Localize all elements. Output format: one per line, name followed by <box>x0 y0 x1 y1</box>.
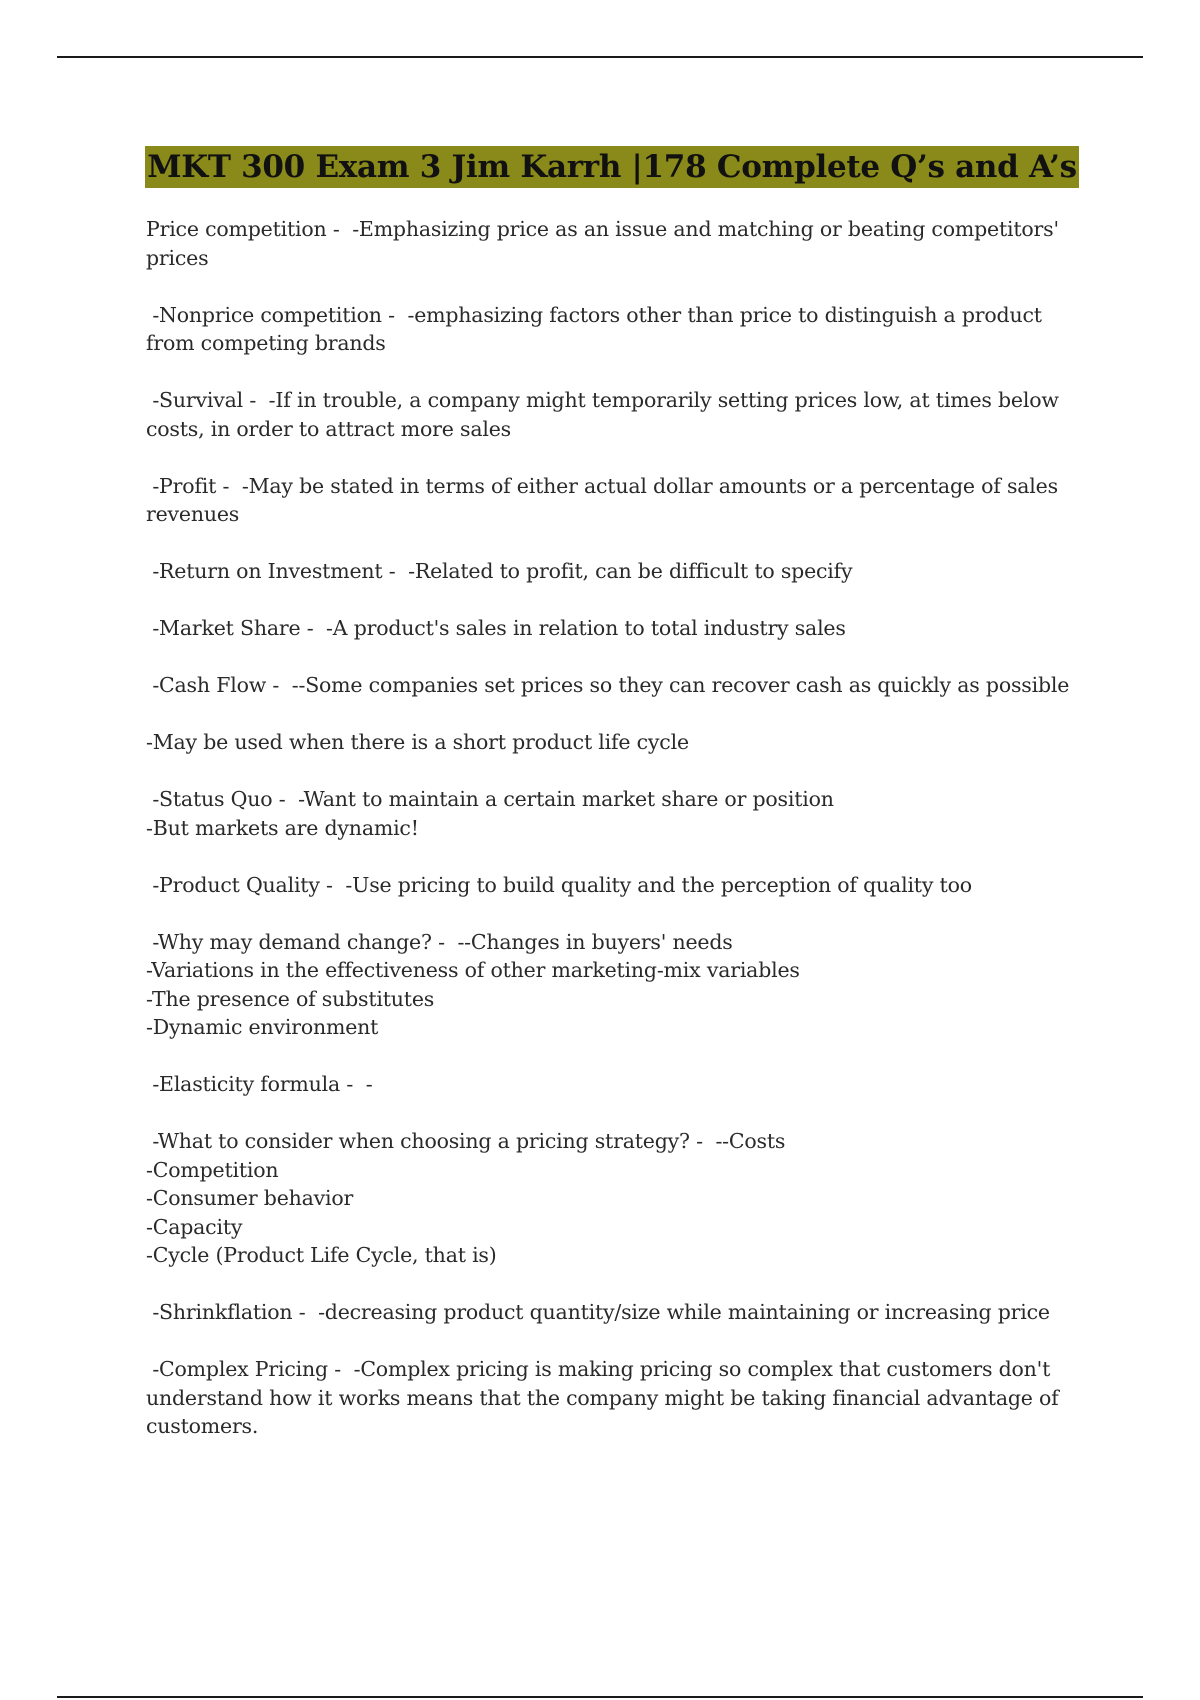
qa-entry <box>146 557 1074 586</box>
qa-entry <box>146 1298 1074 1327</box>
qa-detail-line: -Cycle (Product Life Cycle, that is) <box>146 1243 497 1267</box>
qa-entry <box>146 928 1074 1042</box>
qa-detail-line: prices <box>146 245 209 270</box>
qa-detail-line: understand how it works means that the company might be taking financial advantage of <box>146 1385 1059 1410</box>
qa-entry <box>146 728 1074 757</box>
qa-term-line: -May be used when there is a short product life cycle <box>146 730 689 754</box>
qa-entry <box>146 671 1074 700</box>
qa-entry <box>146 301 1074 358</box>
qa-term-line: -Complex Pricing - -Complex pricing is making pricing so complex that customers don't <box>146 1357 1051 1381</box>
qa-term-line: -What to consider when choosing a pricing strategy? - --Costs <box>146 1129 786 1153</box>
qa-term-line: -Elasticity formula - - <box>146 1072 373 1096</box>
qa-term-line: -Product Quality - -Use pricing to build quality and the perception of quality too <box>146 872 972 897</box>
qa-detail-line: customers. <box>146 1414 259 1438</box>
qa-term-line: -Why may demand change? - --Changes in buyers' needs <box>146 929 733 954</box>
qa-entry <box>146 215 1074 272</box>
qa-term-line: -Survival - -If in trouble, a company might temporarily setting prices low, at times below <box>146 388 1059 412</box>
qa-list <box>146 215 1074 1469</box>
document-title: MKT 300 Exam 3 Jim Karrh |178 Complete Q’s and A’s <box>145 146 1079 188</box>
qa-entry <box>146 1355 1074 1441</box>
bottom-rule <box>57 1696 1143 1698</box>
qa-detail-line: -Consumer behavior <box>146 1186 354 1210</box>
qa-term-line: Price competition - -Emphasizing price as an issue and matching or beating competitors' <box>146 217 1059 241</box>
qa-term-line: -Nonprice competition - -emphasizing factors other than price to distinguish a product <box>146 302 1042 327</box>
qa-entry <box>146 1127 1074 1270</box>
title-container <box>0 146 1200 188</box>
top-rule <box>57 56 1143 58</box>
qa-entry <box>146 871 1074 900</box>
qa-entry <box>146 1070 1074 1099</box>
qa-entry <box>146 472 1074 529</box>
qa-entry <box>146 614 1074 643</box>
qa-entry <box>146 386 1074 443</box>
qa-term-line: -Profit - -May be stated in terms of either actual dollar amounts or a percentage of sales <box>146 473 1058 498</box>
qa-detail-line: -Capacity <box>146 1214 243 1239</box>
qa-detail-line: -Competition <box>146 1157 279 1182</box>
qa-term-line: -Cash Flow - --Some companies set prices so they can recover cash as quickly as possible <box>146 673 1070 697</box>
qa-detail-line: revenues <box>146 502 240 526</box>
qa-term-line: -Status Quo - -Want to maintain a certain market share or position <box>146 787 834 811</box>
qa-detail-line: -But markets are dynamic! <box>146 815 419 840</box>
qa-detail-line: from competing brands <box>146 331 386 355</box>
qa-term-line: -Return on Investment - -Related to profit, can be difficult to specify <box>146 559 853 583</box>
qa-entry <box>146 785 1074 842</box>
qa-term-line: -Shrinkflation - -decreasing product quantity/size while maintaining or increasing price <box>146 1300 1050 1324</box>
qa-term-line: -Market Share - -A product's sales in relation to total industry sales <box>146 616 846 640</box>
qa-detail-line: -Variations in the effectiveness of other marketing-mix variables <box>146 958 800 982</box>
qa-detail-line: costs, in order to attract more sales <box>146 416 511 441</box>
qa-detail-line: -Dynamic environment <box>146 1015 379 1039</box>
qa-detail-line: -The presence of substitutes <box>146 986 435 1011</box>
